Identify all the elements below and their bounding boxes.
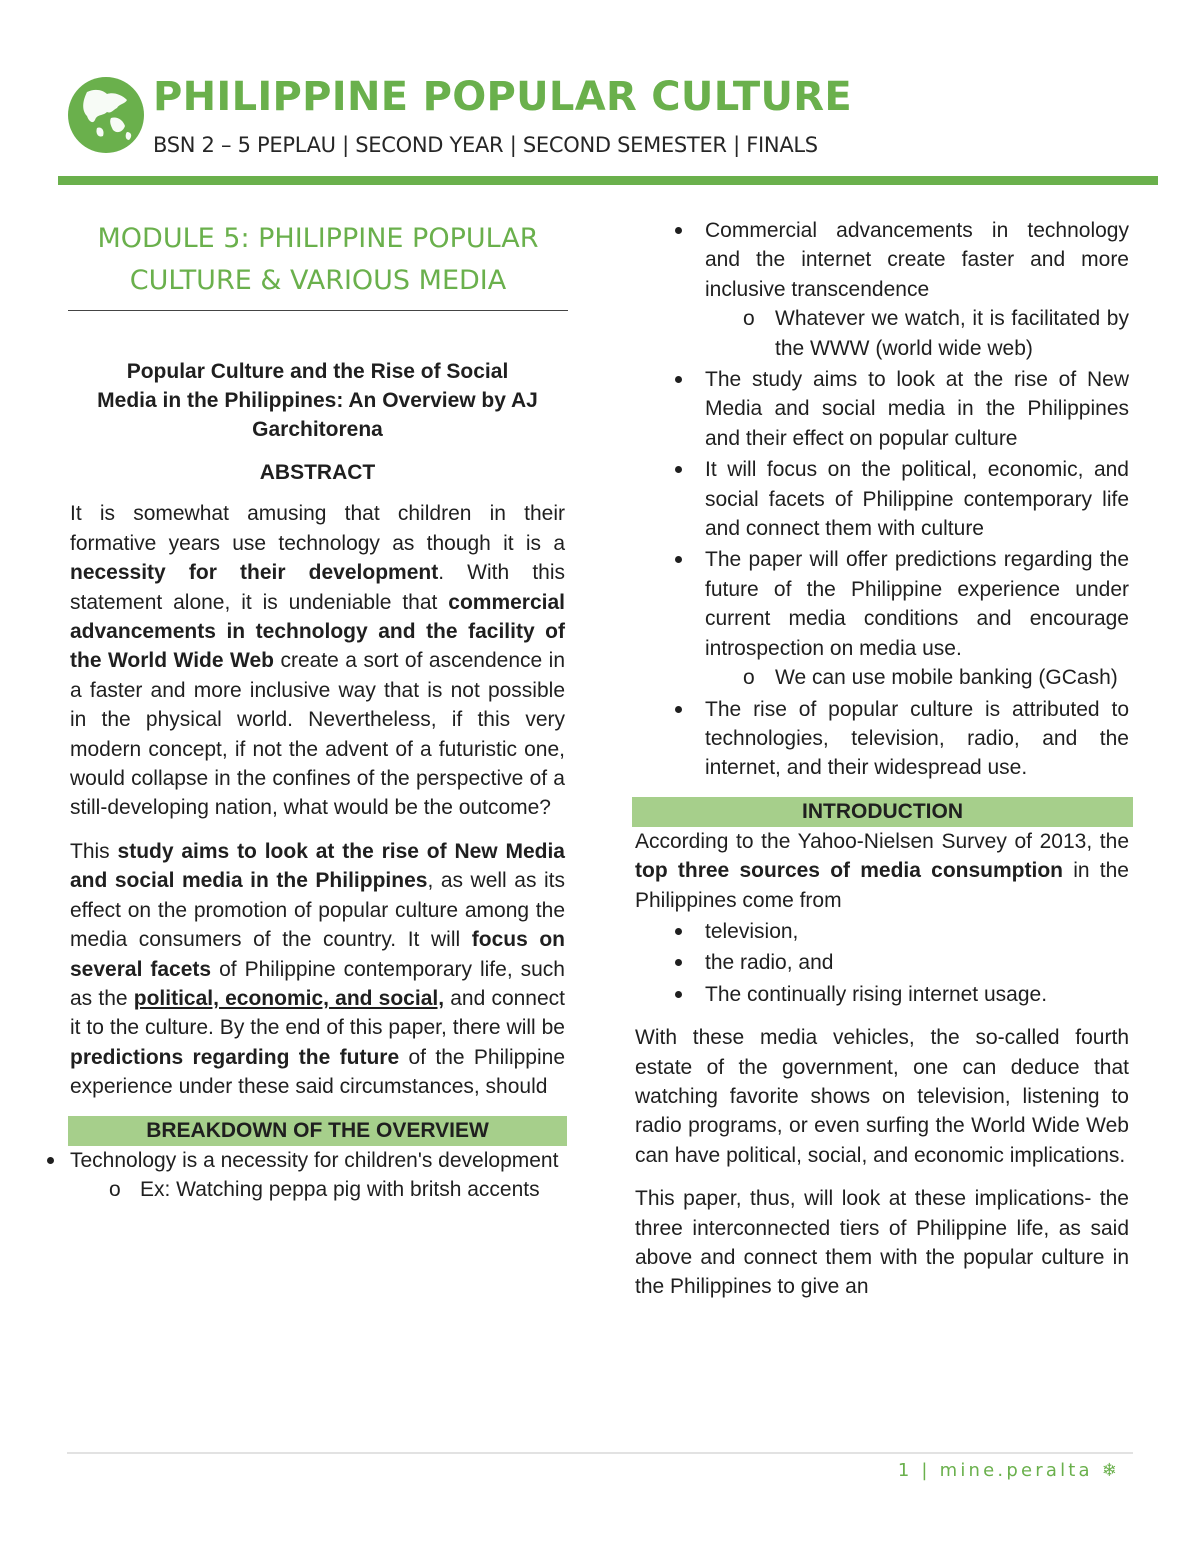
abstract-heading: ABSTRACT bbox=[259, 461, 376, 484]
list-item bbox=[635, 545, 1129, 692]
abstract-paragraph-1 bbox=[70, 499, 565, 822]
page-subtitle: BSN 2 – 5 PEPLAU | SECOND YEAR | SECOND SEMESTER | FINALS bbox=[153, 133, 818, 157]
list-item bbox=[635, 917, 1129, 946]
bullet-icon bbox=[675, 706, 682, 713]
bullet-icon bbox=[675, 376, 682, 383]
breakdown-list bbox=[0, 1146, 565, 1205]
page-title: PHILIPPINE POPULAR CULTURE bbox=[153, 74, 852, 120]
bullet-icon bbox=[675, 928, 682, 935]
module-title bbox=[68, 218, 568, 311]
globe-icon bbox=[67, 76, 145, 154]
article-title bbox=[70, 357, 565, 444]
list-item-text: Commercial advancements in technology and the internet create faster and more inclusive transcendence bbox=[705, 219, 1129, 301]
sub-list-item-text: Whatever we watch, it is facilitated by the WWW (world wide web) bbox=[775, 307, 1129, 360]
text: According to the Yahoo-Nielsen Survey of 2013, the bbox=[635, 829, 1129, 853]
footer-separator: | bbox=[921, 1460, 931, 1481]
bullet-icon bbox=[675, 959, 682, 966]
text: It is somewhat amusing that children in their formative years use technology as though it is a bbox=[70, 502, 565, 555]
page-footer bbox=[898, 1460, 1120, 1481]
breakdown-heading: BREAKDOWN OF THE OVERVIEW bbox=[68, 1116, 567, 1146]
footer-author: mine.peralta bbox=[939, 1460, 1093, 1481]
bullet-icon bbox=[675, 227, 682, 234]
list-item-text: The paper will offer predictions regarding the future of the Philippine experience under current media conditions and encourage introspection on media use. bbox=[705, 548, 1129, 660]
text: This bbox=[70, 839, 118, 863]
introduction-paragraph-1 bbox=[635, 827, 1129, 915]
list-item bbox=[635, 948, 1129, 977]
list-item bbox=[635, 216, 1129, 363]
sub-list-item bbox=[635, 663, 1129, 692]
underlined-emphasis: political, economic, and social, bbox=[133, 986, 445, 1010]
sub-list-item-text: We can use mobile banking (GCash) bbox=[775, 666, 1118, 690]
list-item bbox=[635, 455, 1129, 543]
left-column bbox=[70, 218, 565, 1204]
bullet-icon bbox=[47, 1157, 54, 1164]
emphasis: commercial advancements in technology and the facility of the World Wide Web bbox=[70, 590, 565, 673]
text: of the Philippine experience under these said circumstances, should bbox=[70, 1045, 565, 1099]
right-column bbox=[635, 216, 1129, 1302]
abstract-paragraph-2 bbox=[70, 837, 565, 1102]
list-item-text: The continually rising internet usage. bbox=[705, 982, 1048, 1006]
list-item-text: It will focus on the political, economic, and social facets of Philippine contemporary life and connect them with culture bbox=[705, 458, 1129, 541]
media-sources-list bbox=[635, 917, 1129, 1009]
page-number: 1 bbox=[897, 1460, 913, 1481]
list-item-text: Technology is a necessity for children's development bbox=[70, 1148, 559, 1172]
list-item bbox=[635, 365, 1129, 453]
text: and connect it to the culture. By the end of this paper, there will be bbox=[70, 986, 566, 1040]
text: , as well as its effect on the promotion of popular culture among the media consumers of the country. It will bbox=[70, 869, 565, 952]
introduction-paragraph-3: This paper, thus, will look at these implications- the three interconnected tiers of Philippine life, as said above and connect them with the popular culture in the Philippines to give an bbox=[635, 1187, 1129, 1299]
list-item bbox=[635, 980, 1129, 1009]
introduction-paragraph-2: With these media vehicles, the so-called fourth estate of the government, one can deduce that watching favorite shows on television, listening to radio programs, or even surfing the World Wide Web can have political, social, and economic implications. bbox=[635, 1026, 1129, 1167]
list-item-text: television, bbox=[705, 919, 799, 943]
list-item bbox=[0, 1146, 565, 1205]
text: in the Philippines come from bbox=[635, 859, 1129, 912]
circle-bullet-icon: o bbox=[109, 1177, 121, 1201]
bullet-icon bbox=[675, 466, 682, 473]
list-item-text: the radio, and bbox=[705, 951, 834, 975]
text: . With this statement alone, it is undeniable that bbox=[70, 561, 566, 614]
article-title-line-2: Media in the Philippines: An Overview by AJ bbox=[97, 389, 538, 412]
text: of Philippine contemporary life, such as the bbox=[70, 957, 565, 1010]
emphasis: necessity for their development bbox=[70, 561, 439, 585]
overview-list bbox=[635, 216, 1129, 783]
list-item-text: The rise of popular culture is attributed to technologies, television, radio, and the internet, and their widespread use. bbox=[705, 697, 1129, 780]
article-title-line-1: Popular Culture and the Rise of Social bbox=[126, 360, 509, 383]
circle-bullet-icon: o bbox=[743, 307, 755, 331]
emphasis: focus on several facets bbox=[70, 928, 566, 981]
introduction-heading: INTRODUCTION bbox=[632, 797, 1133, 827]
sub-list-item bbox=[635, 304, 1129, 363]
emphasis: study aims to look at the rise of New Media and social media in the Philippines bbox=[70, 839, 565, 893]
emphasis: predictions regarding the future bbox=[70, 1045, 400, 1069]
emphasis: top three sources of media consumption bbox=[635, 859, 1063, 883]
list-item bbox=[635, 695, 1129, 783]
article-title-line-3: Garchitorena bbox=[252, 418, 383, 441]
bullet-icon bbox=[675, 991, 682, 998]
snowflake-icon: ❄ bbox=[1101, 1460, 1120, 1481]
footer-divider bbox=[67, 1452, 1133, 1454]
module-title-line-2: CULTURE & VARIOUS MEDIA bbox=[129, 265, 507, 296]
text: create a sort of ascendence in a faster and more inclusive way that is not possible in the physical world. Nevertheless, if this very modern concept, if not the advent of a futuristic one, would collapse in the confines of the perspective of a still-developing nation, what would be the outcome? bbox=[70, 649, 565, 820]
list-item-text: The study aims to look at the rise of New Media and social media in the Philippines and their effect on popular culture bbox=[705, 368, 1129, 450]
header-divider bbox=[58, 176, 1158, 185]
module-title-line-1: MODULE 5: PHILIPPINE POPULAR bbox=[97, 223, 539, 254]
sub-list-item-text: Ex: Watching peppa pig with britsh accents bbox=[140, 1177, 540, 1201]
bullet-icon bbox=[675, 556, 682, 563]
sub-list-item bbox=[0, 1175, 565, 1204]
circle-bullet-icon: o bbox=[743, 666, 755, 690]
